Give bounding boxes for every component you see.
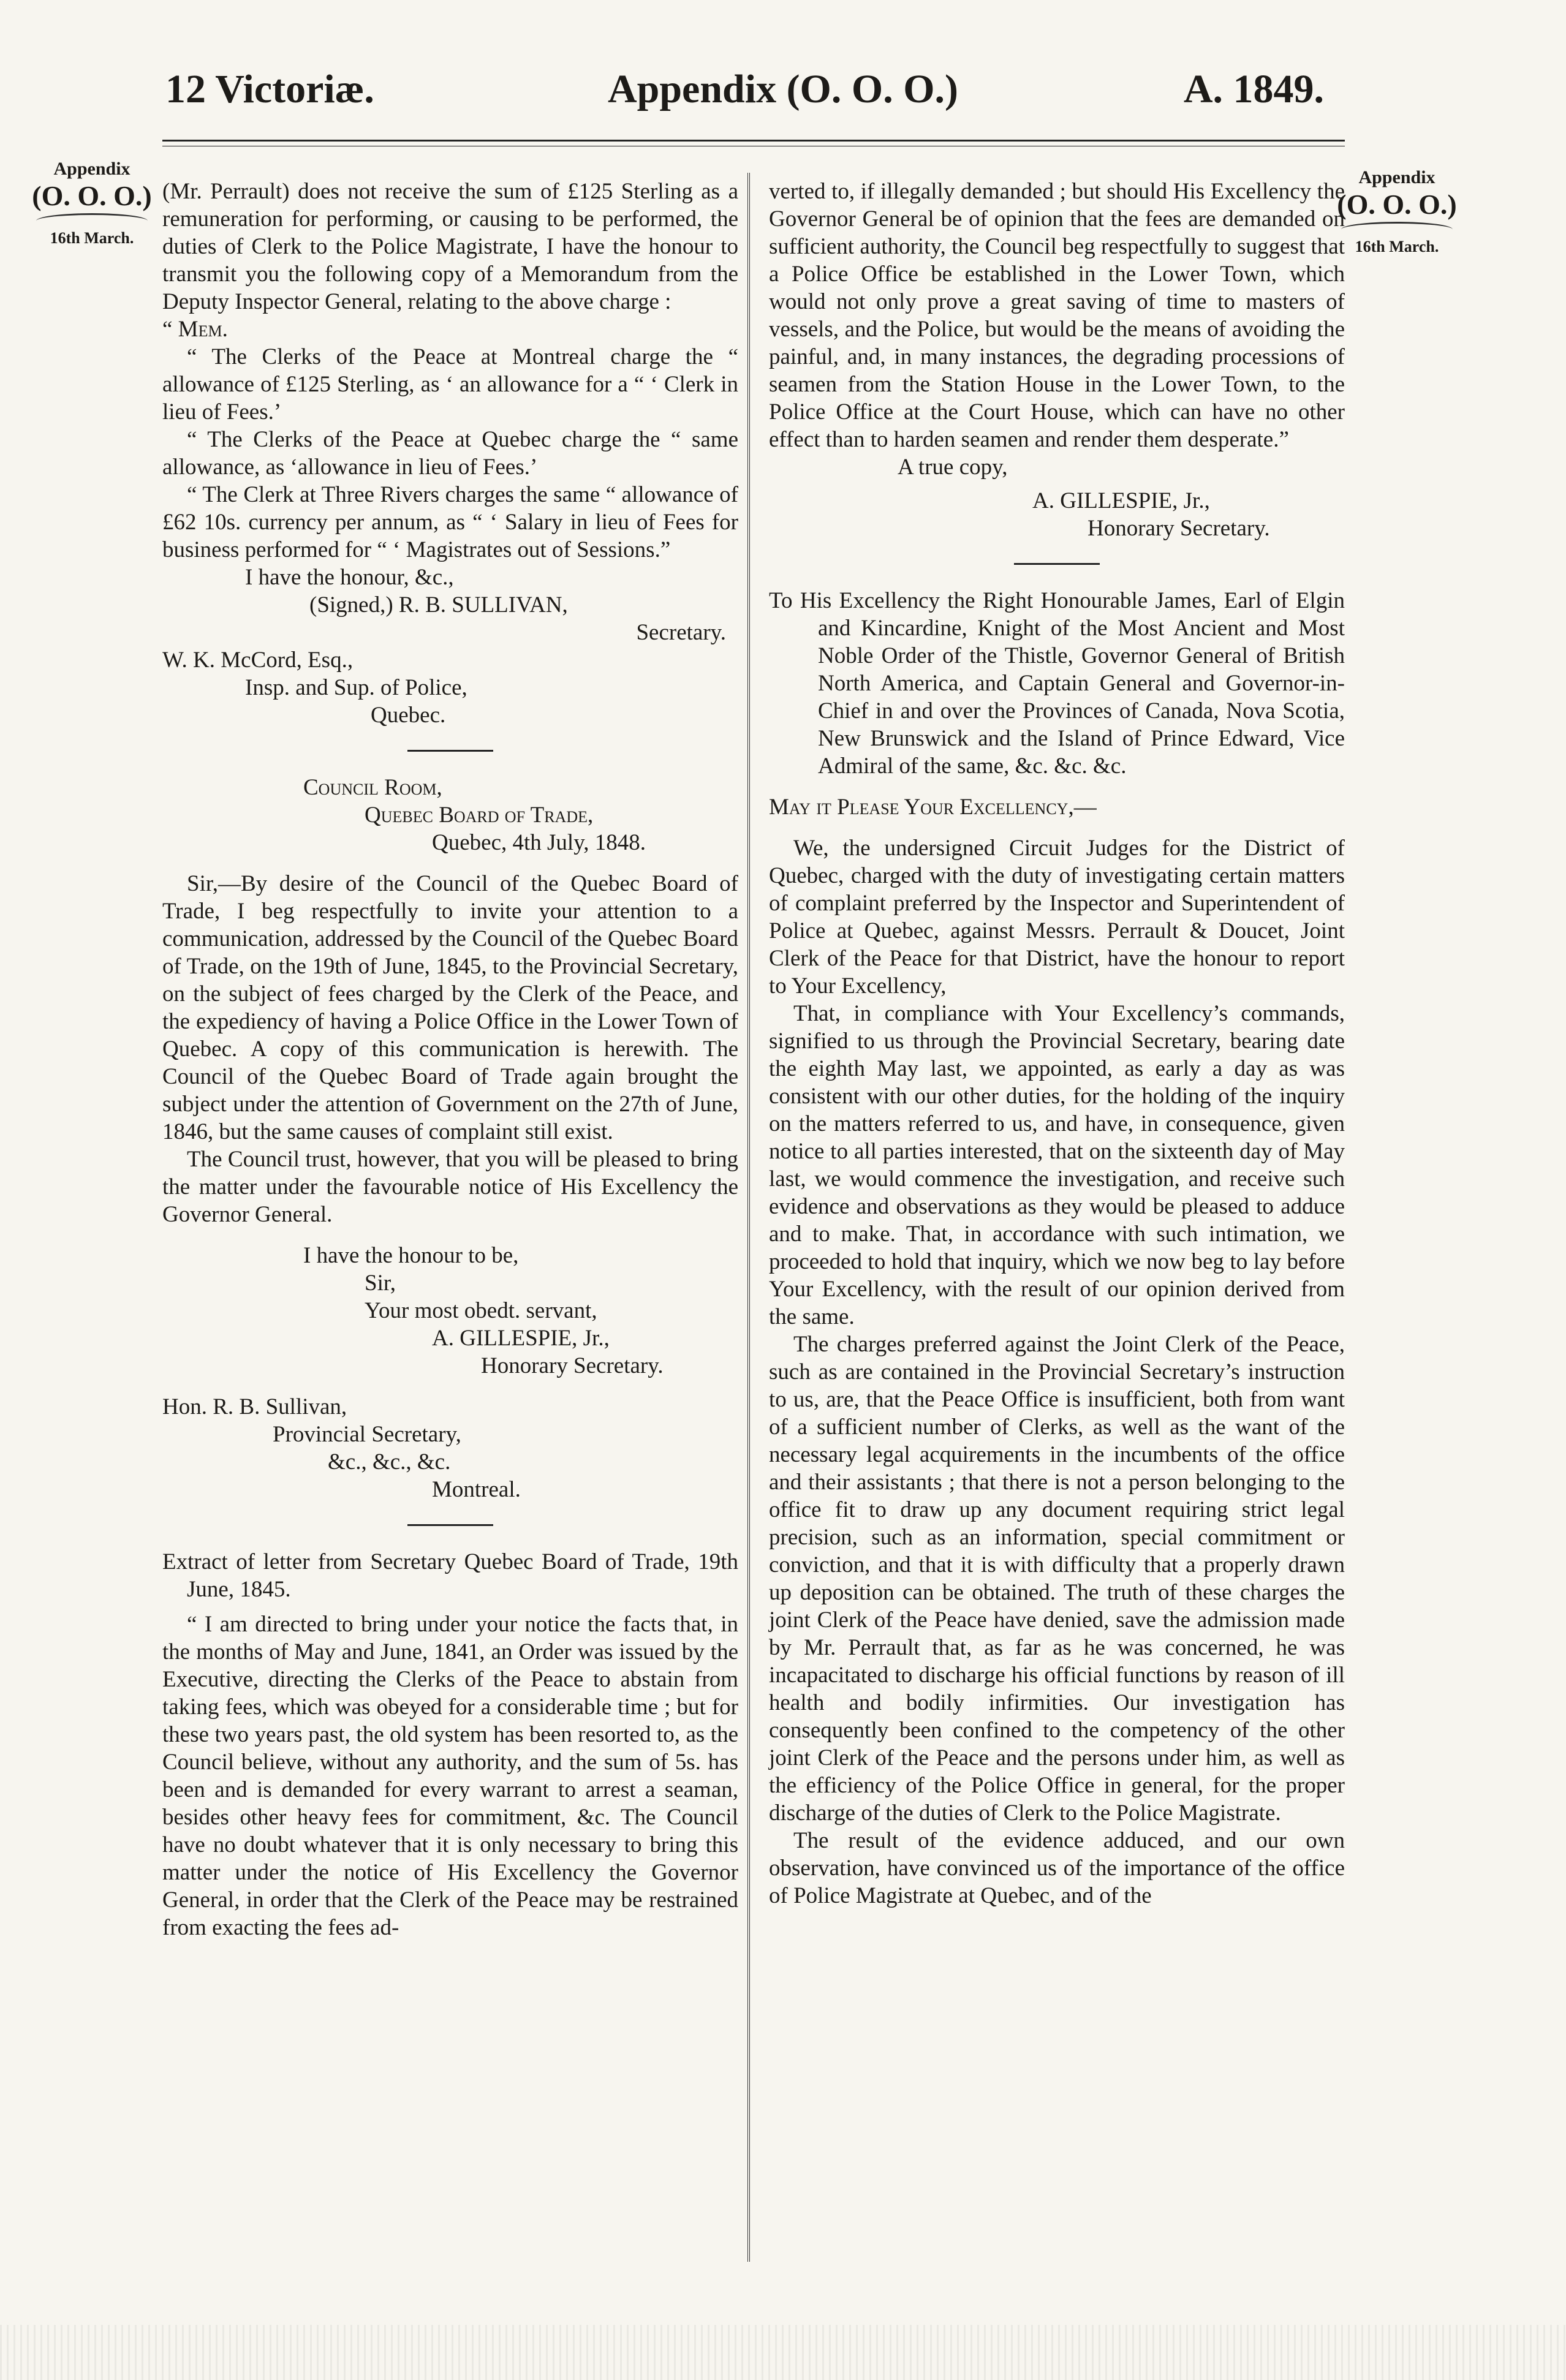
letter-heading: Quebec Board of Trade,: [365, 803, 594, 828]
margin-note-right: [1333, 167, 1461, 257]
margin-appendix-code: (O. O. O.): [32, 180, 152, 211]
header-year: A. 1849.: [1183, 67, 1324, 111]
closing-line: Your most obedt. servant,: [365, 1298, 597, 1323]
left-column: [162, 178, 738, 1941]
paragraph: The result of the evidence adduced, and our own observation, have convinced us of the importance of the office of Police Magistrate at Quebec, and of the: [769, 1828, 1345, 1908]
signature-name: A. GILLESPIE, Jr.,: [432, 1326, 610, 1351]
address-line: Provincial Secretary,: [273, 1422, 461, 1447]
paragraph: (Mr. Perrault) does not receive the sum of £125 Sterling as a remuneration for performing, or causing to be performed, the duties of Clerk to the Police Magistrate, I have the honour to transmit you the following copy of a Memorandum from the Deputy Inspector General, relating to the above charge :: [162, 179, 738, 314]
header-session: 12 Victoriæ.: [165, 67, 374, 111]
signature-title: Honorary Secretary.: [481, 1353, 664, 1378]
closing-line: I have the honour, &c.,: [245, 565, 454, 590]
section-rule: [407, 750, 493, 752]
address-block: To His Excellency the Right Honourable James, Earl of Elgin and Kincardine, Knight of the Most Ancient and Most Noble Order of the Thistle, Governor General of British North America, and Captain General and Governor-in-Chief in and over the Provinces of Canada, Nova Scotia, New Brunswick and the Island of Prince Edward, Vice Admiral of the same, &c. &c. &c.: [769, 588, 1345, 779]
paragraph: Sir,—By desire of the Council of the Quebec Board of Trade, I beg respectfully to invite your attention to a communication, addressed by the Council of the Quebec Board of Trade, on the 19th of June, 1845, to the Provincial Secretary, on the subject of fees charged by the Clerk of the Peace, and the expediency of having a Police Office in the Lower Town of Quebec. A copy of this communication is herewith. The Council of the Quebec Board of Trade again brought the subject under the attention of Government on the 27th of June, 1846, but the same causes of complaint still exist.: [162, 871, 738, 1144]
section-rule: [1014, 563, 1100, 565]
paragraph: verted to, if illegally demanded ; but should His Excellency the Governor General be of opinion that the fees are demanded on sufficient authority, the Council beg respectfully to suggest that a Police Office be established in the Lower Town, which would not only prove a great saving of time to masters of vessels, and the Police, but would be the means of avoiding the painful, and, in many instances, the degrading processions of seamen from the Station House in the Lower Town, to the Police Office at the Court House, which can have no other effect than to harden seamen and render them desperate.”: [769, 179, 1345, 452]
header-appendix: Appendix (O. O. O.): [607, 67, 959, 111]
margin-appendix-label: Appendix: [53, 159, 130, 179]
address-line: Insp. and Sup. of Police,: [245, 675, 467, 700]
signature-title: Honorary Secretary.: [1088, 516, 1270, 541]
quote-paragraph: “ The Clerk at Three Rivers charges the same “ allowance of £62 10s. currency per annum, as “ ‘ Salary in lieu of Fees for business performed for “ ‘ Magistrates out of Sessions.”: [162, 482, 738, 562]
section-rule: [407, 1524, 493, 1526]
header-rule-top: [162, 140, 1345, 142]
page-edge-scan-noise: [0, 2325, 1566, 2380]
address-line: Quebec.: [371, 703, 446, 728]
paragraph: “ I am directed to bring under your notice the facts that, in the months of May and June, 1841, an Order was issued by the Executive, directing the Clerks of the Peace to abstain from taking fees, which was obeyed for a considerable time ; but for these two years past, the old system has been resorted to, as the Council believe, without any authority, and the sum of 5s. has been and is demanded for every warrant to arrest a seaman, besides other heavy fees for commitment, &c. The Council have no doubt whatever that it is only necessary to bring this matter under the notice of His Excellency the Governor General, in order that the Clerk of the Peace may be restrained from exacting the fees ad-: [162, 1612, 738, 1940]
right-column: [769, 178, 1345, 1910]
closing-line: I have the honour to be,: [303, 1243, 519, 1268]
margin-appendix-label: Appendix: [1358, 167, 1436, 187]
memorandum-heading: “ Mem.: [162, 317, 228, 342]
closing-line: Sir,: [365, 1271, 396, 1296]
margin-brace: [36, 213, 148, 229]
attestation: A true copy,: [898, 455, 1008, 480]
address-line: &c., &c., &c.: [328, 1449, 451, 1475]
paragraph: The Council trust, however, that you will be pleased to bring the matter under the favourable notice of His Excellency the Governor General.: [162, 1147, 738, 1227]
quote-paragraph: “ The Clerks of the Peace at Quebec charge the “ same allowance, as ‘allowance in lieu of Fees.’: [162, 427, 738, 480]
address-line: W. K. McCord, Esq.,: [162, 648, 354, 673]
margin-date: 16th March.: [1355, 238, 1439, 255]
signature-name: A. GILLESPIE, Jr.,: [1032, 488, 1210, 513]
paragraph: The charges preferred against the Joint Clerk of the Peace, such as are contained in the Provincial Secretary’s instruction to us, are, that the Peace Office is insufficient, both from want of a sufficient number of Clerks, as well as the want of the necessary legal acquirements in the incumbents of the office and their assistants ; that there is not a person belonging to the office fit to draw up any document requiring strict legal precision, such as an information, special commitment or conviction, and that it is with difficulty that a properly drawn up deposition can be obtained. The truth of these charges the joint Clerk of the Peace have denied, save the admission made by Mr. Perrault that, as far as he was concerned, he was incapacitated to discharge his official functions by reason of ill health and bodily infirmities. Our investigation has consequently been confined to the competency of the other joint Clerk of the Peace and the persons under him, as well as the efficiency of the Police Office in general, for the proper discharge of the duties of Clerk to the Police Magistrate.: [769, 1332, 1345, 1826]
letter-date: Quebec, 4th July, 1848.: [432, 830, 646, 855]
paragraph: We, the undersigned Circuit Judges for the District of Quebec, charged with the duty of investigating certain matters of complaint preferred by the Inspector and Superintendent of Police at Quebec, against Messrs. Perrault & Doucet, Joint Clerk of the Peace for that District, have the honour to report to Your Excellency,: [769, 836, 1345, 999]
quote-paragraph: “ The Clerks of the Peace at Montreal charge the “ allowance of £125 Sterling, as ‘ an allowance for a “ ‘ Clerk in lieu of Fees.’: [162, 344, 738, 425]
address-line: Montreal.: [432, 1477, 521, 1502]
letter-heading: Council Room,: [303, 775, 442, 800]
margin-date: 16th March.: [50, 229, 134, 247]
margin-note-left: [28, 158, 156, 248]
salutation: May it Please Your Excellency,—: [769, 795, 1097, 820]
extract-heading: Extract of letter from Secretary Quebec Board of Trade, 19th June, 1845.: [162, 1549, 738, 1602]
address-line: Hon. R. B. Sullivan,: [162, 1394, 347, 1419]
signature-line: (Signed,) R. B. SULLIVAN,: [309, 592, 568, 618]
paragraph: That, in compliance with Your Excellency’s commands, signified to us through the Provincial Secretary, bearing date the eighth May last, we appointed, as early a day as was consistent with our other duties, for the holding of the inquiry on the matters referred to us, and have, in consequence, given notice to all parties interested, that on the sixteenth day of May last, we would commence the investigation, and receive such evidence and observations as they would be pleased to adduce and to make. That, in accordance with such intimation, we proceeded to hold that inquiry, which we now beg to lay before Your Excellency, with the result of our opinion derived from the same.: [769, 1001, 1345, 1329]
margin-brace: [1341, 222, 1453, 237]
margin-appendix-code: (O. O. O.): [1337, 189, 1457, 220]
column-divider: [747, 173, 751, 2262]
signature-title: Secretary.: [636, 620, 726, 645]
